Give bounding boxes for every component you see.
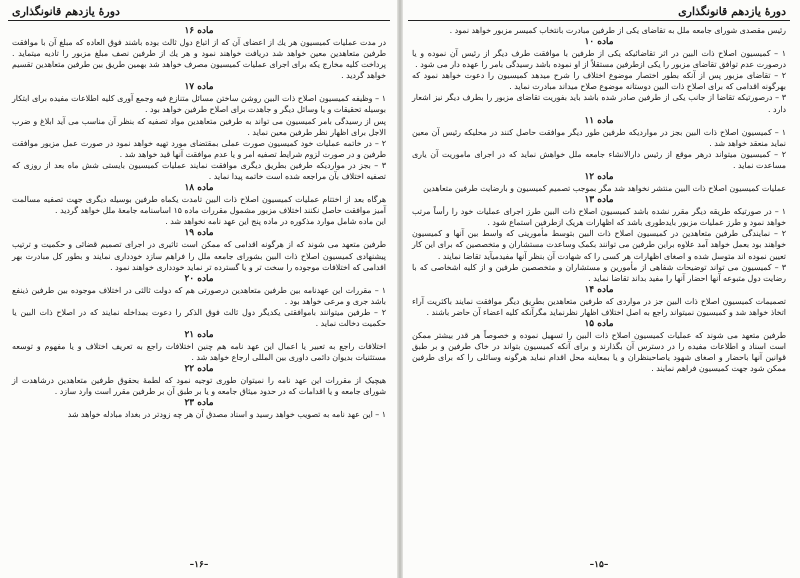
right-page-body — [408, 21, 790, 374]
article-heading: ماده ۲۰ — [184, 273, 214, 284]
article-heading: ماده ۱۸ — [184, 183, 214, 194]
paragraph: عملیات کمیسیون اصلاح ذات البین منتشر نخواهد شد مگر بموجب تصمیم کمیسیون و بارضایت طرفین متعاهدین — [423, 184, 786, 194]
paragraph: طرفین متعهد می شوند که عملیات کمیسیون اصلاح ذات البین را تسهیل نموده و خصوصاً هر قدر بیشتر ممکن است اسناد و اطلاعات مفیده را در دسترس آن بگذارند و برای آنکه کمیسیون بتواند در خاک طرفین و بر طبق قوانین آنها باحضار و اصغای شهود یاصاحبنظران و یا بمعاینه محل اقدام نماید هرگونه وسائلی را که برای طرفین ممکن شود جهت کمیسیون فراهم نمایند . — [412, 330, 786, 374]
right-page — [408, 4, 790, 574]
paragraph: رئیس مقصدی شورای جامعه ملل به تقاضای یکی از طرفین مبادرت بانتخاب کمیسر مزبور خواهد نمود . — [449, 26, 786, 35]
left-page-number: –۱۶– — [189, 560, 209, 570]
paragraph: هرگاه بعد از اختتام عملیات کمیسیون اصلاح ذات البین تامدت یکماه طرفین بوسیله دیگری جهت تصفیه مسالمت آمیز موافقت حاصل نکنند اختلاف مزبور مشمول مقررات ماده ۱۵ اساسنامه جامعهٔ ملل خواهد گردید . — [12, 195, 386, 216]
article-heading: ماده ۱۳ — [584, 195, 614, 206]
paragraph: در مدت عملیات کمیسیون هر یك از اعضای آن که از اتباع دول ثالث بوده باشند فوق العاده که مبلغ آن با موافقت طرفین متعاهدین معین خواهد شد دریافت خواهند نمود و هر یك از طرفین نصف مبلغ مزبور را تادیه میتماید . پرداخت کلیه مخارج یکه برای اجرای عملیات کمیسیون مصرف خواهد شد بهمین طریق بین طرفین متعاهدین تقسیم خواهد گردید . — [12, 38, 386, 81]
paragraph: ۳ – بجز در مواردیکه طرفین بطریق دیگری موافقت نمایند عملیات کمیسیون بایستی شش ماه بعد از روزی که تصفیه اختلاف بآن مراجعه شده است خاتمه پیدا نماید . — [12, 160, 386, 182]
paragraph: اختلافات راجع به تعبیر یا اعمال این عهد نامه هم چنین اختلافات راجع به تعریف اختلاف و یا مفهوم و توسعه مستثنیات بدیوان دائمی داوری بین المللی ارجاع خواهد شد . — [12, 342, 386, 363]
left-page-body — [8, 21, 390, 421]
paragraph: ۲ – طرفین میتوانند باموافقتی یکدیگر دول ثالث فوق الذکر را دعوت بمداخله نمایند که در اصلاح ذات البین یا حکمیت دخالت نماید . — [12, 307, 386, 328]
paragraph: تصمیمات کمیسیون اصلاح ذات البین جز در مواردی که طرفین متعاهدین بطریق دیگر موافقت نمایند باکثریت آراء اتخاذ خواهد شد و کمیسیون نمیتواند راجع به اصل اختلاف اظهار نظرنماید مگرآنکه کلیه اعضاء آن حاضر باشند . — [412, 296, 786, 317]
paragraph: ۲ – نمایندگی طرفین متعاهدین در کمیسیون اصلاح ذات البین بتوسط مأمورینی که واسط بین آنها و کمیسیون خواهند بود بعمل خواهد آمد علاوه براین طرفین می توانند بکمک وساعدت مستشاران و متخصصین که برای این کار تعیین نموده اند متوسل شده و اصغای اظهارات هر کسی را که شهادت آن بنظر آنها مفیدمیآید تقاضا نمایند . — [412, 229, 786, 261]
article-heading: ماده ۱۲ — [584, 172, 614, 183]
left-running-head: دورهٔ یازدهم قانونگذاری — [8, 4, 390, 21]
paragraph: پس از رسیدگی بامر کمیسیون می تواند به طرفین متعاهدین مواد تصفیه که بنظر آن مناسب می آید ابلاغ و ضرب الاجل برای اظهار نظر طرفین معین نماید . — [12, 116, 386, 137]
paragraph: ۲ – در خاتمه عملیات خود کمیسیون صورت عملی بمقتضای مورد تهیه خواهد نمود در صورت عمل مزبور موافقت طرفین و در صورت لزوم شرایط تصفیه امر و یا عدم موافقت آنها قید خواهد شد . — [12, 138, 386, 159]
paragraph: ۲ – تقاضای مزبور پس از آنکه بطور اختصار موضوع اختلاف را شرح میدهد کمیسیون را دعوت خواهد نمود که بهرگونه اقدامی که برای اصلاح ذات البین دوستانه موضوع صلاح میداند مبادرت نماید . — [412, 71, 786, 92]
right-page-number: –۱۵– — [589, 560, 609, 570]
paragraph: هیچیک از مقررات این عهد نامه را نمیتوان طوری توجیه نمود که لطمهٔ بحقوق طرفین متعاهدین درشاهدت از شورای جامعه و یا اقدامات که در حدود میثاق جامعه و یا بر طبق آن بر طرفین مقرر است وارد سازد . — [12, 376, 386, 397]
article-heading: ماده ۱۷ — [184, 82, 214, 93]
paragraph: ۳ – کمیسیون می تواند توضیحات شفاهی از مأمورین و مستشاران و متخصصین طرفین و از کلیه اشخاصی که با رضایت دول متبوعه آنها احضار آنها را مفید بداند تقاضا نماید . — [412, 262, 786, 283]
article-heading: ماده ۲۱ — [184, 330, 214, 341]
article-heading: ماده ۱۹ — [184, 228, 214, 239]
book-gutter — [397, 0, 403, 578]
article-heading: ماده ۱۰ — [584, 37, 614, 48]
paragraph: ۱ – مقررات این عهدنامه بین طرفین متعاهدین درصورتی هم که دولت ثالثی در اختلاف موجوده بین طرفین ذینفع باشد جری و مرعی خواهد بود . — [12, 285, 386, 306]
paragraph: ۱ – کمیسیون اصلاح ذات البین بجز در مواردیکه طرفین طور دیگر موافقت حاصل کنند در محلیکه رئیس آن معین نماید منعقد خواهد شد . — [412, 127, 786, 148]
right-running-head: دورهٔ یازدهم قانونگذاری — [408, 4, 790, 21]
left-page — [8, 4, 390, 574]
paragraph: ۱ – در صورتیکه طریقه دیگر مقرر نشده باشد کمیسیون اصلاح ذات البین طرز اجرای عملیات خود را رأساً مرتب خواهد نمود و طرز عملیات مزبور بایدطوری باشد که اظهارات هریک ازطرفین استماع شود . — [412, 207, 786, 228]
paragraph: ۱ – این عهد نامه به تصویب خواهد رسید و اسناد مصدق آن هر چه زودتر در بغداد مبادله خواهد شد — [67, 410, 386, 420]
paragraph: ۲ – کمیسیون میتواند درهر موقع از رئیس دارالانشاء جامعه ملل خواهش نماید که در اجرای ماموریت آن یاری مساعدت نماید . — [412, 149, 786, 170]
paragraph: طرفین متعهد می شوند که از هرگونه اقدامی که ممکن است تاثیری در اجرای تصمیم قضائی و حکمیت و ترتیب پیشنهادی کمیسیون اصلاح ذات البین بشورای جامعه ملل را فراهم سازد خودداری نمایند و بطور کل مبادرت بهر اقدامی که اختلافات موجوده را سخت تر و یا گسترده تر نماید خودداری خواهند نمود . — [12, 240, 386, 272]
article-heading: ماده ۱۵ — [584, 318, 614, 329]
paragraph: ۳ – درصورتیکه تقاضا از جانب یکی از طرفین صادر شده باشد باید بفوریت تقاضای مزبور را بطرف دیگر نیز اشعار دارد . — [412, 93, 786, 114]
article-heading: ماده ۲۲ — [184, 364, 214, 375]
article-heading: ماده ۱۱ — [584, 115, 614, 126]
article-heading: ماده ۲۳ — [184, 398, 214, 409]
paragraph: ۱ – کمیسیون اصلاح ذات البین در اثر تقاضائیکه یکی از طرفین با موافقت طرف دیگر از رئیس آن نموده و یا درصورت عدم توافق تقاضای مزبور را یکی ازطرفین مستقلاً از او نموده باشد رسیدگی بامر را عهده دار می شود . — [412, 49, 786, 70]
paragraph: این ماده شامل موارد مذکوره در ماده پنج این عهد نامه نخواهد شد . — [165, 217, 386, 227]
article-heading: ماده ۱۴ — [584, 284, 614, 295]
article-heading: ماده ۱۶ — [184, 26, 214, 36]
paragraph: ۱ – وظیفه کمیسیون اصلاح ذات البین روشن ساختن مسائل متنازع فیه وجمع آوری کلیه اطلاعات مفیده برای ابتکار بوسیله تحقیقات و یا وسائل دیگر و جاهدت برای اصلاح طرفین خواهد بود . — [12, 94, 386, 115]
